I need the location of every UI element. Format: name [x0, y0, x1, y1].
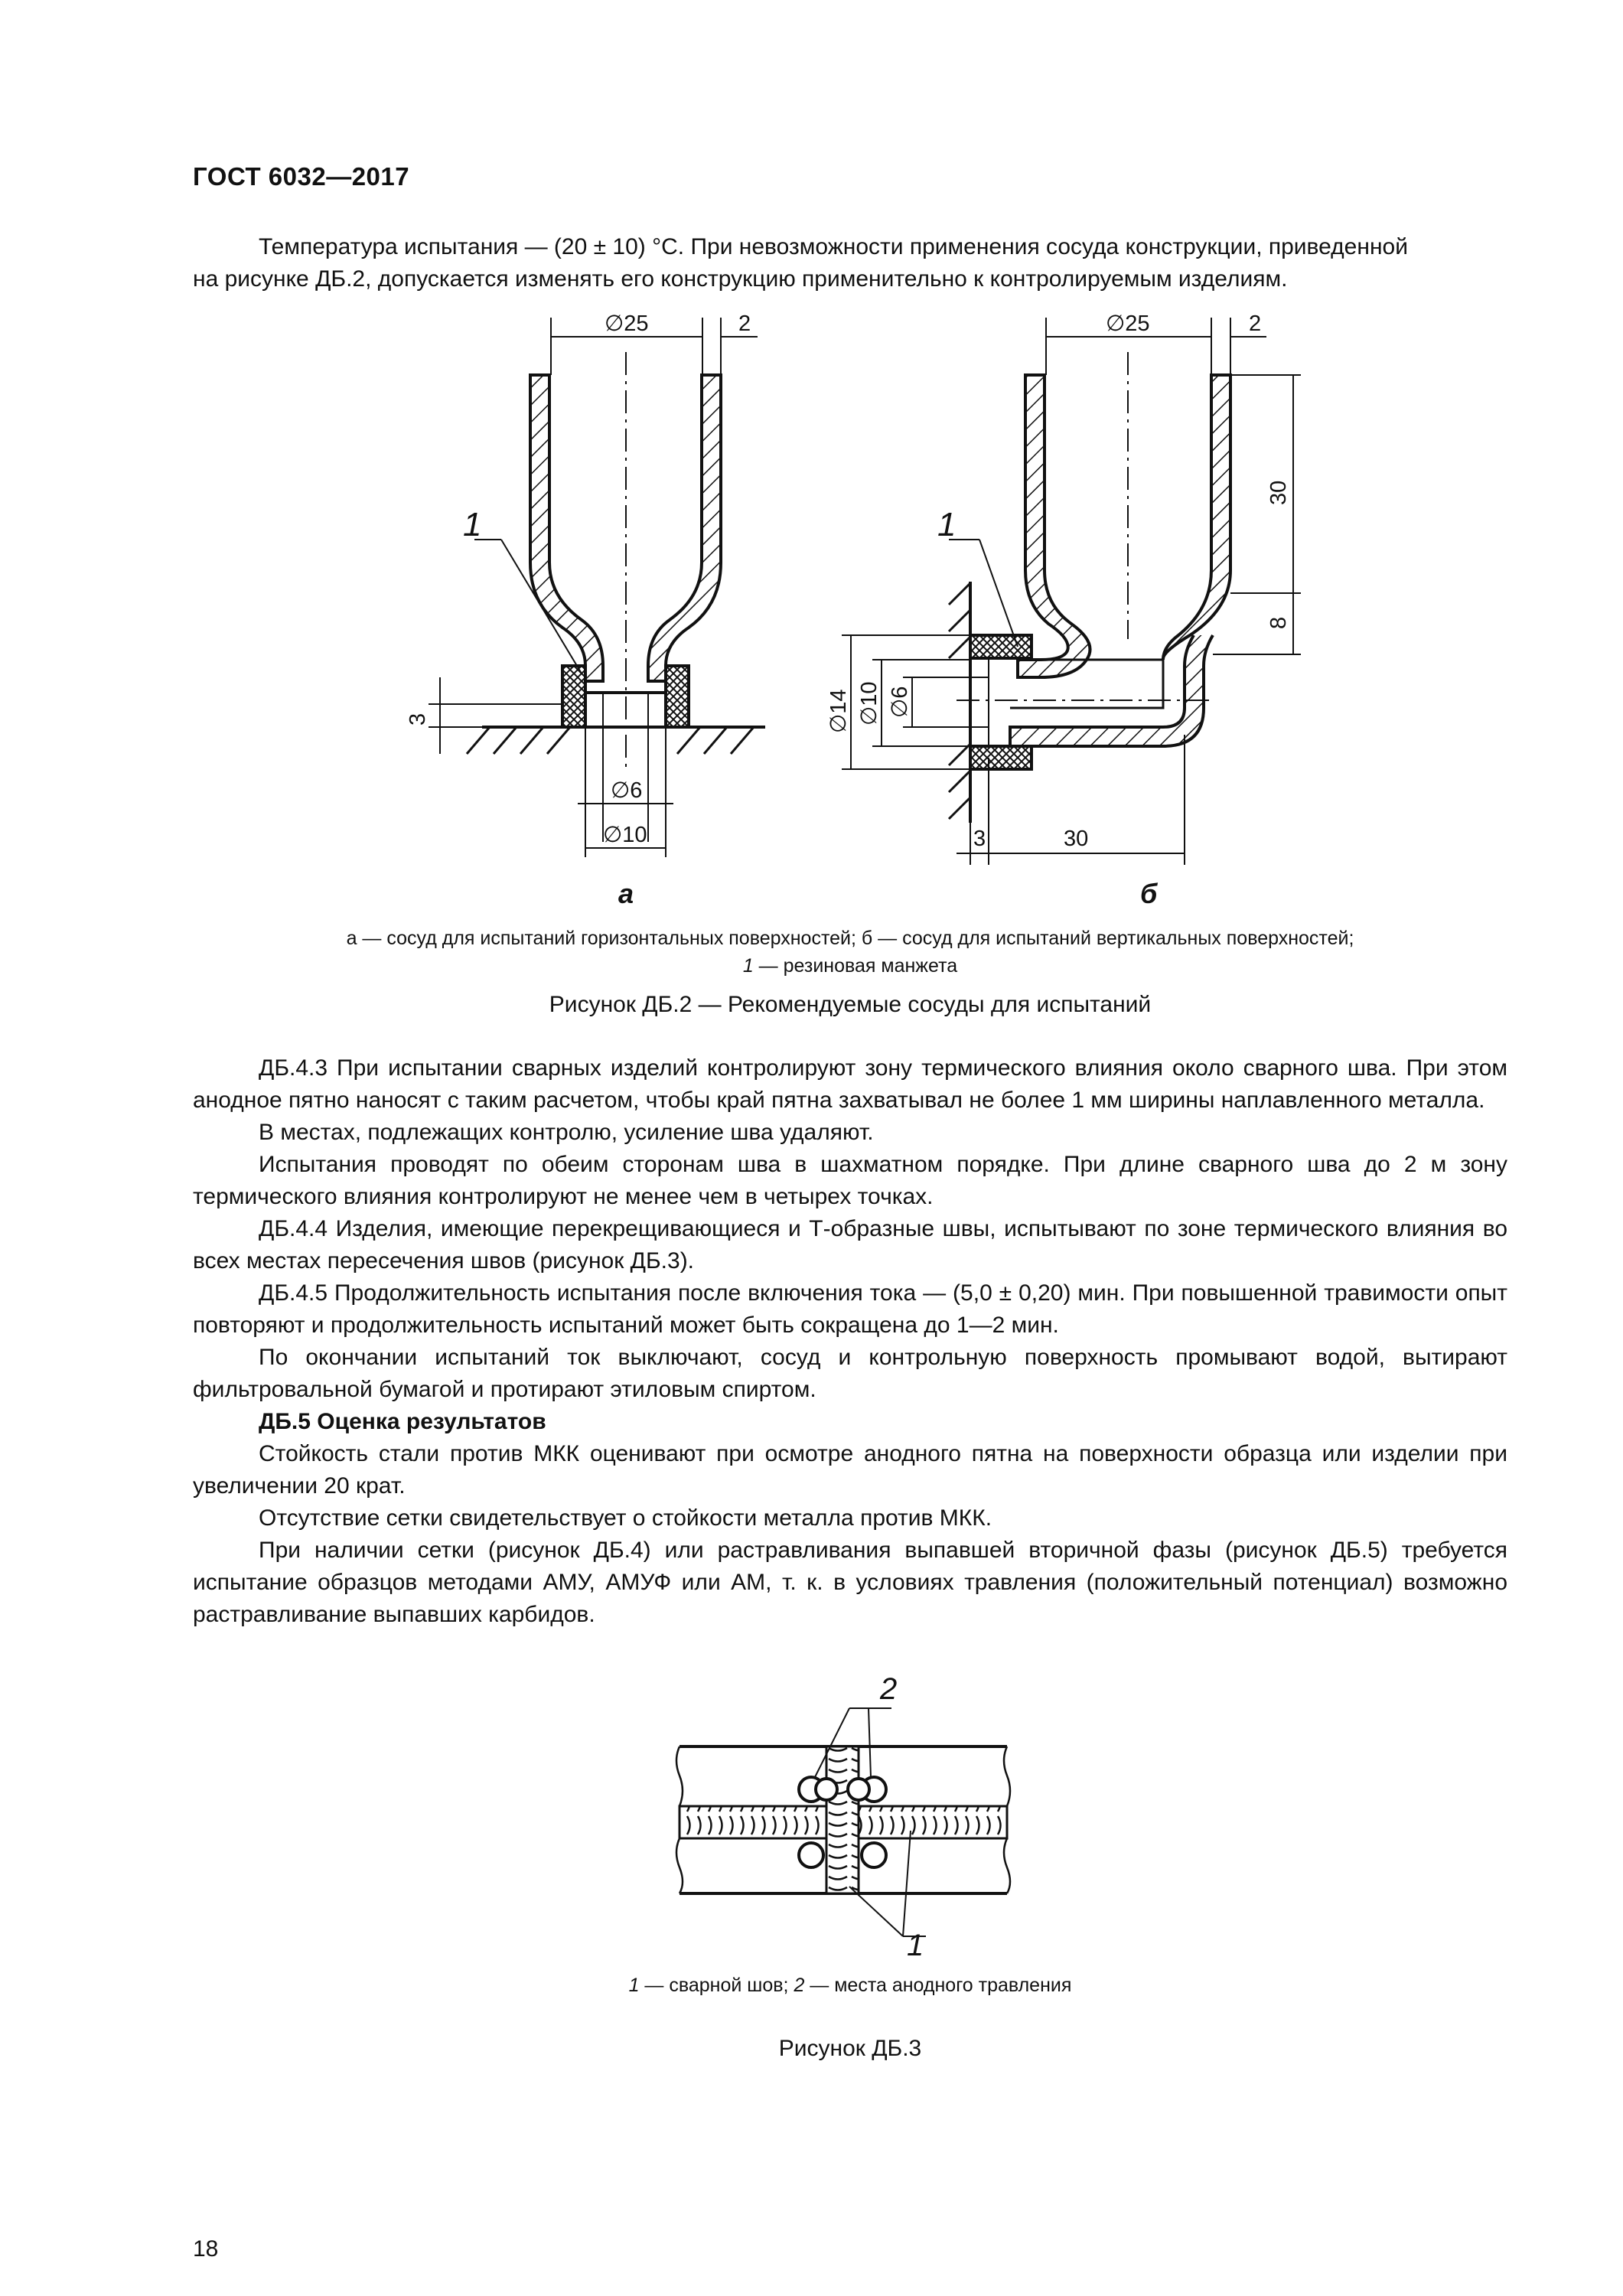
fig2b-label: б — [1140, 878, 1158, 909]
intro-paragraph — [193, 231, 1507, 295]
legend-t2: — места анодного травления — [804, 1975, 1072, 1996]
para-checker-pattern: Испытания проводят по обеим сторонам шва в шахматном порядке. При длине сварного шва до 2 м зону термического влияния контролируют не менее чем в четырех точках. — [193, 1152, 1507, 1209]
fig2b-t2: 2 — [1249, 311, 1262, 336]
fig2b-w3: 3 — [973, 827, 986, 851]
fig2b-d14: ∅14 — [826, 689, 851, 733]
figure-3-title: Рисунок ДБ.3 — [778, 2036, 922, 2061]
page-number: 18 — [193, 2236, 219, 2262]
fig2b-d25: ∅25 — [1106, 311, 1150, 336]
para-finish: По окончании испытаний ток выключают, сосуд и контрольную поверхность промывают водой, вытирают фильтровальной бумагой и протирают этиловым спиртом. — [193, 1345, 1507, 1402]
legend-n1: 1 — [628, 1975, 640, 1996]
figure-2-legend-line-1: а — сосуд для испытаний горизонтальных поверхностей; б — сосуд для испытаний вертикальных поверхностей; — [346, 928, 1354, 949]
fig3-label-2: 2 — [880, 1672, 898, 1706]
fig2a-t2: 2 — [738, 311, 751, 336]
fig3-label-1: 1 — [907, 1929, 924, 1962]
fig2b-d10: ∅10 — [857, 681, 882, 726]
fig2a-h3: 3 — [406, 713, 430, 726]
para-db-4-4: ДБ.4.4 Изделия, имеющие перекрещивающиеся и Т-образные швы, испытывают по зоне термического влияния во всех местах пересечения швов (рисунок ДБ.3). — [193, 1216, 1507, 1274]
legend-number-1: 1 — [742, 955, 754, 977]
fig2b-leader-1: 1 — [937, 506, 957, 543]
fig2a-leader-1: 1 — [463, 506, 482, 543]
document-header: ГОСТ 6032—2017 — [193, 162, 410, 191]
fig2a-d25: ∅25 — [605, 311, 649, 336]
fig2b-h30: 30 — [1266, 480, 1291, 505]
fig2b-h8: 8 — [1266, 616, 1291, 629]
figure-3-legend — [193, 1971, 1507, 1999]
legend-text-1: — резиновая манжета — [753, 955, 958, 977]
legend-t1: — сварной шов; — [639, 1975, 794, 1996]
para-weld-reinforcement: В местах, подлежащих контролю, усиление шва удаляют. — [259, 1120, 874, 1145]
figure-2-title: Рисунок ДБ.2 — Рекомендуемые сосуды для испытаний — [549, 992, 1152, 1017]
intro-line-2: на рисунке ДБ.2, допускается изменять его конструкцию применительно к контролируемым изделиям. — [193, 266, 1288, 292]
figure-2-legend — [193, 925, 1507, 980]
fig2a-label: а — [618, 878, 634, 909]
figure-2-legend-line-2 — [193, 952, 1507, 980]
para-no-grid: Отсутствие сетки свидетельствует о стойкости металла против МКК. — [259, 1505, 992, 1531]
intro-line-1: Температура испытания — (20 ± 10) °С. При невозможности применения сосуда конструкции, приведенной — [259, 234, 1408, 259]
section-db-5-heading: ДБ.5 Оценка результатов — [259, 1409, 546, 1434]
legend-n2: 2 — [794, 1975, 805, 1996]
fig2a-d6: ∅6 — [611, 778, 643, 803]
fig2b-d6: ∅6 — [888, 686, 912, 718]
fig2b-w30: 30 — [1064, 827, 1089, 851]
body-text — [193, 1052, 1507, 1631]
para-db-4-3: ДБ.4.3 При испытании сварных изделий контролируют зону термического влияния около сварного шва. При этом анодное пятно наносят с таким расчетом, чтобы край пятна захватывал не более 1 мм ширины наплавленного металла. — [193, 1055, 1507, 1113]
fig2a-d10: ∅10 — [603, 823, 647, 847]
para-resistance: Стойкость стали против МКК оценивают при осмотре анодного пятна на поверхности образца или изделии при увеличении 20 крат. — [193, 1441, 1507, 1499]
para-grid-present: При наличии сетки (рисунок ДБ.4) или растравливания выпавшей вторичной фазы (рисунок ДБ.5) требуется испытание образцов методами АМУ, АМУФ или АМ, т. к. в условиях травления (положительный потенциал) возможно растравливание выпавших карбидов. — [193, 1538, 1507, 1627]
para-db-4-5: ДБ.4.5 Продолжительность испытания после включения тока — (5,0 ± 0,20) мин. При повышенной травимости опыт повторяют и продолжительность испытаний может быть сокращена до 1—2 мин. — [193, 1280, 1507, 1338]
